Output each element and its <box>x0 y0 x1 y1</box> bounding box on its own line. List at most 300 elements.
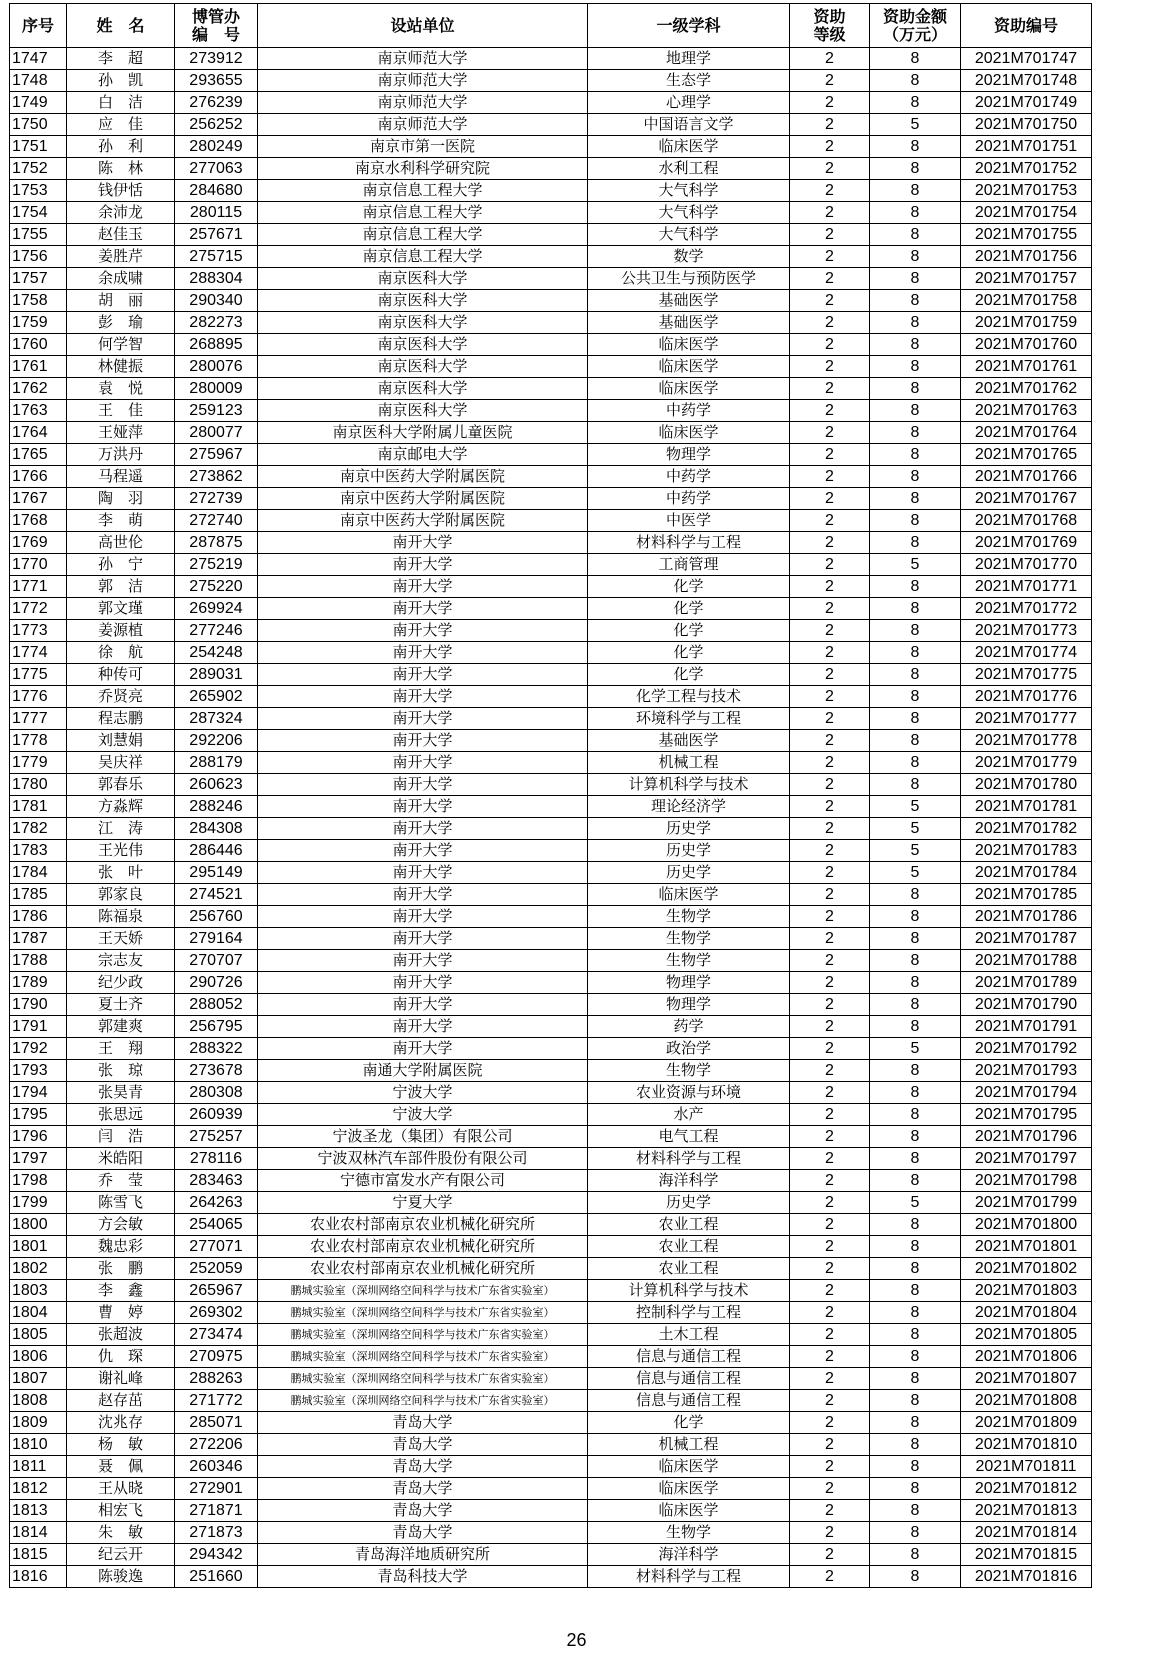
code-cell: 2021M701787 <box>961 928 1092 950</box>
unit-cell: 南开大学 <box>258 730 588 752</box>
office-id-cell: 260346 <box>175 1456 258 1478</box>
table-row <box>10 620 1092 642</box>
seq-cell: 1756 <box>10 246 67 268</box>
office-id-cell: 290340 <box>175 290 258 312</box>
office-id-cell: 273474 <box>175 1324 258 1346</box>
code-cell: 2021M701754 <box>961 202 1092 224</box>
office-id-cell: 273862 <box>175 466 258 488</box>
seq-cell: 1763 <box>10 400 67 422</box>
name-cell: 纪少政 <box>67 972 175 994</box>
unit-cell: 宁波圣龙（集团）有限公司 <box>258 1126 588 1148</box>
table-row <box>10 246 1092 268</box>
name-cell: 陈骏逸 <box>67 1566 175 1588</box>
unit-cell: 青岛大学 <box>258 1522 588 1544</box>
seq-cell: 1766 <box>10 466 67 488</box>
name-cell: 夏士齐 <box>67 994 175 1016</box>
name-cell: 陈雪飞 <box>67 1192 175 1214</box>
code-cell: 2021M701755 <box>961 224 1092 246</box>
code-cell: 2021M701781 <box>961 796 1092 818</box>
unit-cell: 南开大学 <box>258 884 588 906</box>
level-cell: 2 <box>790 950 870 972</box>
table-row <box>10 708 1092 730</box>
code-cell: 2021M701786 <box>961 906 1092 928</box>
table-row <box>10 1148 1092 1170</box>
code-cell: 2021M701782 <box>961 818 1092 840</box>
name-cell: 相宏飞 <box>67 1500 175 1522</box>
seq-cell: 1758 <box>10 290 67 312</box>
name-cell: 马程遥 <box>67 466 175 488</box>
subject-cell: 水产 <box>588 1104 790 1126</box>
unit-cell: 南开大学 <box>258 686 588 708</box>
amount-cell: 5 <box>870 818 961 840</box>
office-id-cell: 284308 <box>175 818 258 840</box>
office-id-cell: 271873 <box>175 1522 258 1544</box>
subject-cell: 信息与通信工程 <box>588 1390 790 1412</box>
amount-cell: 8 <box>870 884 961 906</box>
name-cell: 余成啸 <box>67 268 175 290</box>
table-row <box>10 1214 1092 1236</box>
name-cell: 张 叶 <box>67 862 175 884</box>
subject-cell: 临床医学 <box>588 884 790 906</box>
level-cell: 2 <box>790 554 870 576</box>
code-cell: 2021M701804 <box>961 1302 1092 1324</box>
seq-cell: 1803 <box>10 1280 67 1302</box>
amount-cell: 8 <box>870 1236 961 1258</box>
amount-cell: 8 <box>870 1170 961 1192</box>
office-id-cell: 275219 <box>175 554 258 576</box>
name-cell: 姜源植 <box>67 620 175 642</box>
level-cell: 2 <box>790 994 870 1016</box>
level-cell: 2 <box>790 1346 870 1368</box>
level-cell: 2 <box>790 1258 870 1280</box>
name-cell: 张思远 <box>67 1104 175 1126</box>
office-id-cell: 254248 <box>175 642 258 664</box>
unit-cell: 南京医科大学 <box>258 268 588 290</box>
level-cell: 2 <box>790 510 870 532</box>
unit-cell: 宁波大学 <box>258 1104 588 1126</box>
unit-cell: 南开大学 <box>258 1016 588 1038</box>
amount-cell: 8 <box>870 1126 961 1148</box>
code-cell: 2021M701796 <box>961 1126 1092 1148</box>
code-cell: 2021M701810 <box>961 1434 1092 1456</box>
amount-cell: 8 <box>870 466 961 488</box>
office-id-cell: 280249 <box>175 136 258 158</box>
name-cell: 吴庆祥 <box>67 752 175 774</box>
unit-cell: 农业农村部南京农业机械化研究所 <box>258 1214 588 1236</box>
amount-cell: 8 <box>870 1280 961 1302</box>
unit-cell: 南开大学 <box>258 664 588 686</box>
subject-cell: 临床医学 <box>588 356 790 378</box>
subject-cell: 临床医学 <box>588 136 790 158</box>
subject-cell: 临床医学 <box>588 1478 790 1500</box>
amount-cell: 8 <box>870 532 961 554</box>
table-row <box>10 1346 1092 1368</box>
amount-cell: 8 <box>870 378 961 400</box>
col-office-id-line1: 博管办 <box>191 6 240 26</box>
name-cell: 彭 瑜 <box>67 312 175 334</box>
amount-cell: 8 <box>870 576 961 598</box>
unit-cell: 南京师范大学 <box>258 92 588 114</box>
level-cell: 2 <box>790 1082 870 1104</box>
name-cell: 王 佳 <box>67 400 175 422</box>
name-cell: 张 琼 <box>67 1060 175 1082</box>
subject-cell: 土木工程 <box>588 1324 790 1346</box>
code-cell: 2021M701763 <box>961 400 1092 422</box>
amount-cell: 8 <box>870 774 961 796</box>
subject-cell: 大气科学 <box>588 224 790 246</box>
name-cell: 李 超 <box>67 48 175 70</box>
unit-cell: 南京师范大学 <box>258 70 588 92</box>
amount-cell: 8 <box>870 928 961 950</box>
subject-cell: 机械工程 <box>588 1434 790 1456</box>
amount-cell: 8 <box>870 246 961 268</box>
subject-cell: 生态学 <box>588 70 790 92</box>
amount-cell: 8 <box>870 422 961 444</box>
level-cell: 2 <box>790 1038 870 1060</box>
name-cell: 林健振 <box>67 356 175 378</box>
code-cell: 2021M701794 <box>961 1082 1092 1104</box>
col-name: 姓 名 <box>67 4 175 48</box>
level-cell: 2 <box>790 664 870 686</box>
office-id-cell: 292206 <box>175 730 258 752</box>
amount-cell: 8 <box>870 356 961 378</box>
unit-cell: 青岛大学 <box>258 1478 588 1500</box>
amount-cell: 8 <box>870 730 961 752</box>
office-id-cell: 271772 <box>175 1390 258 1412</box>
code-cell: 2021M701756 <box>961 246 1092 268</box>
unit-cell: 青岛大学 <box>258 1412 588 1434</box>
table-row <box>10 950 1092 972</box>
name-cell: 沈兆存 <box>67 1412 175 1434</box>
amount-cell: 8 <box>870 642 961 664</box>
subject-cell: 基础医学 <box>588 312 790 334</box>
table-row <box>10 1522 1092 1544</box>
level-cell: 2 <box>790 1214 870 1236</box>
office-id-cell: 272740 <box>175 510 258 532</box>
code-cell: 2021M701766 <box>961 466 1092 488</box>
office-id-cell: 260939 <box>175 1104 258 1126</box>
office-id-cell: 271871 <box>175 1500 258 1522</box>
amount-cell: 8 <box>870 1258 961 1280</box>
level-cell: 2 <box>790 1280 870 1302</box>
code-cell: 2021M701769 <box>961 532 1092 554</box>
office-id-cell: 280076 <box>175 356 258 378</box>
level-cell: 2 <box>790 730 870 752</box>
seq-cell: 1760 <box>10 334 67 356</box>
level-cell: 2 <box>790 1104 870 1126</box>
subject-cell: 生物学 <box>588 906 790 928</box>
office-id-cell: 259123 <box>175 400 258 422</box>
amount-cell: 8 <box>870 224 961 246</box>
code-cell: 2021M701809 <box>961 1412 1092 1434</box>
unit-cell: 青岛大学 <box>258 1500 588 1522</box>
amount-cell: 8 <box>870 1390 961 1412</box>
name-cell: 何学智 <box>67 334 175 356</box>
unit-cell: 南京医科大学 <box>258 378 588 400</box>
table-row <box>10 686 1092 708</box>
unit-cell: 南京医科大学附属儿童医院 <box>258 422 588 444</box>
unit-cell: 南开大学 <box>258 708 588 730</box>
seq-cell: 1798 <box>10 1170 67 1192</box>
amount-cell: 8 <box>870 1412 961 1434</box>
col-amount <box>870 4 961 48</box>
seq-cell: 1771 <box>10 576 67 598</box>
unit-cell: 南京医科大学 <box>258 312 588 334</box>
name-cell: 王光伟 <box>67 840 175 862</box>
unit-cell: 青岛大学 <box>258 1434 588 1456</box>
seq-cell: 1778 <box>10 730 67 752</box>
name-cell: 乔贤亮 <box>67 686 175 708</box>
amount-cell: 8 <box>870 972 961 994</box>
table-row <box>10 136 1092 158</box>
seq-cell: 1750 <box>10 114 67 136</box>
level-cell: 2 <box>790 686 870 708</box>
name-cell: 余沛龙 <box>67 202 175 224</box>
office-id-cell: 273678 <box>175 1060 258 1082</box>
level-cell: 2 <box>790 202 870 224</box>
office-id-cell: 294342 <box>175 1544 258 1566</box>
subject-cell: 临床医学 <box>588 422 790 444</box>
subject-cell: 化学 <box>588 642 790 664</box>
office-id-cell: 275220 <box>175 576 258 598</box>
unit-cell: 南通大学附属医院 <box>258 1060 588 1082</box>
amount-cell: 8 <box>870 202 961 224</box>
code-cell: 2021M701776 <box>961 686 1092 708</box>
level-cell: 2 <box>790 972 870 994</box>
table-row <box>10 532 1092 554</box>
level-cell: 2 <box>790 1478 870 1500</box>
level-cell: 2 <box>790 224 870 246</box>
office-id-cell: 256760 <box>175 906 258 928</box>
name-cell: 方淼辉 <box>67 796 175 818</box>
unit-cell: 南京市第一医院 <box>258 136 588 158</box>
col-code: 资助编号 <box>961 4 1092 48</box>
code-cell: 2021M701795 <box>961 1104 1092 1126</box>
seq-cell: 1759 <box>10 312 67 334</box>
name-cell: 白 洁 <box>67 92 175 114</box>
level-cell: 2 <box>790 1368 870 1390</box>
table-row <box>10 862 1092 884</box>
table-row <box>10 554 1092 576</box>
seq-cell: 1800 <box>10 1214 67 1236</box>
seq-cell: 1805 <box>10 1324 67 1346</box>
name-cell: 乔 莹 <box>67 1170 175 1192</box>
unit-cell: 南开大学 <box>258 532 588 554</box>
code-cell: 2021M701752 <box>961 158 1092 180</box>
table-row <box>10 268 1092 290</box>
seq-cell: 1775 <box>10 664 67 686</box>
office-id-cell: 265902 <box>175 686 258 708</box>
amount-cell: 8 <box>870 136 961 158</box>
level-cell: 2 <box>790 312 870 334</box>
table-row <box>10 598 1092 620</box>
seq-cell: 1779 <box>10 752 67 774</box>
seq-cell: 1783 <box>10 840 67 862</box>
unit-cell: 南开大学 <box>258 928 588 950</box>
code-cell: 2021M701785 <box>961 884 1092 906</box>
seq-cell: 1789 <box>10 972 67 994</box>
code-cell: 2021M701757 <box>961 268 1092 290</box>
amount-cell: 8 <box>870 598 961 620</box>
amount-cell: 5 <box>870 796 961 818</box>
amount-cell: 5 <box>870 114 961 136</box>
col-office-id-line2: 编 号 <box>191 24 240 44</box>
table-row <box>10 1258 1092 1280</box>
level-cell: 2 <box>790 136 870 158</box>
seq-cell: 1770 <box>10 554 67 576</box>
unit-cell: 南京中医药大学附属医院 <box>258 510 588 532</box>
unit-cell: 南京医科大学 <box>258 334 588 356</box>
name-cell: 陈福泉 <box>67 906 175 928</box>
level-cell: 2 <box>790 290 870 312</box>
table-row <box>10 510 1092 532</box>
seq-cell: 1799 <box>10 1192 67 1214</box>
name-cell: 朱 敏 <box>67 1522 175 1544</box>
subject-cell: 电气工程 <box>588 1126 790 1148</box>
col-office-id <box>175 4 258 48</box>
col-amount-line2: （万元） <box>882 24 947 44</box>
table-row <box>10 312 1092 334</box>
table-row <box>10 1192 1092 1214</box>
name-cell: 宗志友 <box>67 950 175 972</box>
subject-cell: 控制科学与工程 <box>588 1302 790 1324</box>
code-cell: 2021M701792 <box>961 1038 1092 1060</box>
name-cell: 闫 浩 <box>67 1126 175 1148</box>
seq-cell: 1804 <box>10 1302 67 1324</box>
code-cell: 2021M701815 <box>961 1544 1092 1566</box>
unit-cell: 鹏城实验室（深圳网络空间科学与技术广东省实验室） <box>258 1390 588 1412</box>
name-cell: 万洪丹 <box>67 444 175 466</box>
table-row <box>10 972 1092 994</box>
table-body <box>10 48 1092 1588</box>
subject-cell: 政治学 <box>588 1038 790 1060</box>
table-row <box>10 158 1092 180</box>
unit-cell: 宁波大学 <box>258 1082 588 1104</box>
office-id-cell: 287875 <box>175 532 258 554</box>
unit-cell: 宁夏大学 <box>258 1192 588 1214</box>
code-cell: 2021M701761 <box>961 356 1092 378</box>
name-cell: 陶 羽 <box>67 488 175 510</box>
office-id-cell: 257671 <box>175 224 258 246</box>
table-row <box>10 840 1092 862</box>
code-cell: 2021M701812 <box>961 1478 1092 1500</box>
level-cell: 2 <box>790 1390 870 1412</box>
subject-cell: 基础医学 <box>588 290 790 312</box>
col-level-line2: 等级 <box>813 24 846 44</box>
level-cell: 2 <box>790 180 870 202</box>
name-cell: 方会敏 <box>67 1214 175 1236</box>
amount-cell: 8 <box>870 48 961 70</box>
unit-cell: 南开大学 <box>258 950 588 972</box>
code-cell: 2021M701808 <box>961 1390 1092 1412</box>
table-row <box>10 664 1092 686</box>
table-row <box>10 642 1092 664</box>
subject-cell: 材料科学与工程 <box>588 1148 790 1170</box>
office-id-cell: 288322 <box>175 1038 258 1060</box>
level-cell: 2 <box>790 400 870 422</box>
office-id-cell: 256795 <box>175 1016 258 1038</box>
code-cell: 2021M701750 <box>961 114 1092 136</box>
level-cell: 2 <box>790 1148 870 1170</box>
code-cell: 2021M701816 <box>961 1566 1092 1588</box>
office-id-cell: 272901 <box>175 1478 258 1500</box>
seq-cell: 1796 <box>10 1126 67 1148</box>
table-row <box>10 1236 1092 1258</box>
unit-cell: 南京信息工程大学 <box>258 246 588 268</box>
level-cell: 2 <box>790 48 870 70</box>
table-row <box>10 928 1092 950</box>
name-cell: 胡 丽 <box>67 290 175 312</box>
col-seq: 序号 <box>10 4 67 48</box>
unit-cell: 南京信息工程大学 <box>258 224 588 246</box>
table-row <box>10 70 1092 92</box>
code-cell: 2021M701748 <box>961 70 1092 92</box>
unit-cell: 南开大学 <box>258 1038 588 1060</box>
unit-cell: 南开大学 <box>258 840 588 862</box>
seq-cell: 1795 <box>10 1104 67 1126</box>
name-cell: 郭春乐 <box>67 774 175 796</box>
table-row <box>10 180 1092 202</box>
subject-cell: 生物学 <box>588 1060 790 1082</box>
seq-cell: 1786 <box>10 906 67 928</box>
subject-cell: 农业工程 <box>588 1236 790 1258</box>
level-cell: 2 <box>790 576 870 598</box>
level-cell: 2 <box>790 796 870 818</box>
unit-cell: 鹏城实验室（深圳网络空间科学与技术广东省实验室） <box>258 1302 588 1324</box>
unit-cell: 南开大学 <box>258 796 588 818</box>
seq-cell: 1769 <box>10 532 67 554</box>
name-cell: 魏忠彩 <box>67 1236 175 1258</box>
level-cell: 2 <box>790 840 870 862</box>
office-id-cell: 270707 <box>175 950 258 972</box>
unit-cell: 南开大学 <box>258 598 588 620</box>
name-cell: 应 佳 <box>67 114 175 136</box>
office-id-cell: 275257 <box>175 1126 258 1148</box>
table-row <box>10 1434 1092 1456</box>
name-cell: 张超波 <box>67 1324 175 1346</box>
amount-cell: 8 <box>870 1016 961 1038</box>
level-cell: 2 <box>790 466 870 488</box>
level-cell: 2 <box>790 620 870 642</box>
name-cell: 李 鑫 <box>67 1280 175 1302</box>
subject-cell: 中药学 <box>588 400 790 422</box>
table-row <box>10 114 1092 136</box>
code-cell: 2021M701772 <box>961 598 1092 620</box>
level-cell: 2 <box>790 114 870 136</box>
seq-cell: 1813 <box>10 1500 67 1522</box>
table-row <box>10 356 1092 378</box>
code-cell: 2021M701775 <box>961 664 1092 686</box>
table-row <box>10 1390 1092 1412</box>
office-id-cell: 280077 <box>175 422 258 444</box>
subject-cell: 化学 <box>588 620 790 642</box>
seq-cell: 1767 <box>10 488 67 510</box>
seq-cell: 1807 <box>10 1368 67 1390</box>
name-cell: 孙 利 <box>67 136 175 158</box>
seq-cell: 1748 <box>10 70 67 92</box>
level-cell: 2 <box>790 862 870 884</box>
amount-cell: 8 <box>870 1214 961 1236</box>
code-cell: 2021M701770 <box>961 554 1092 576</box>
unit-cell: 青岛大学 <box>258 1456 588 1478</box>
office-id-cell: 288052 <box>175 994 258 1016</box>
office-id-cell: 283463 <box>175 1170 258 1192</box>
code-cell: 2021M701805 <box>961 1324 1092 1346</box>
code-cell: 2021M701767 <box>961 488 1092 510</box>
amount-cell: 8 <box>870 158 961 180</box>
unit-cell: 南京信息工程大学 <box>258 180 588 202</box>
amount-cell: 8 <box>870 1346 961 1368</box>
